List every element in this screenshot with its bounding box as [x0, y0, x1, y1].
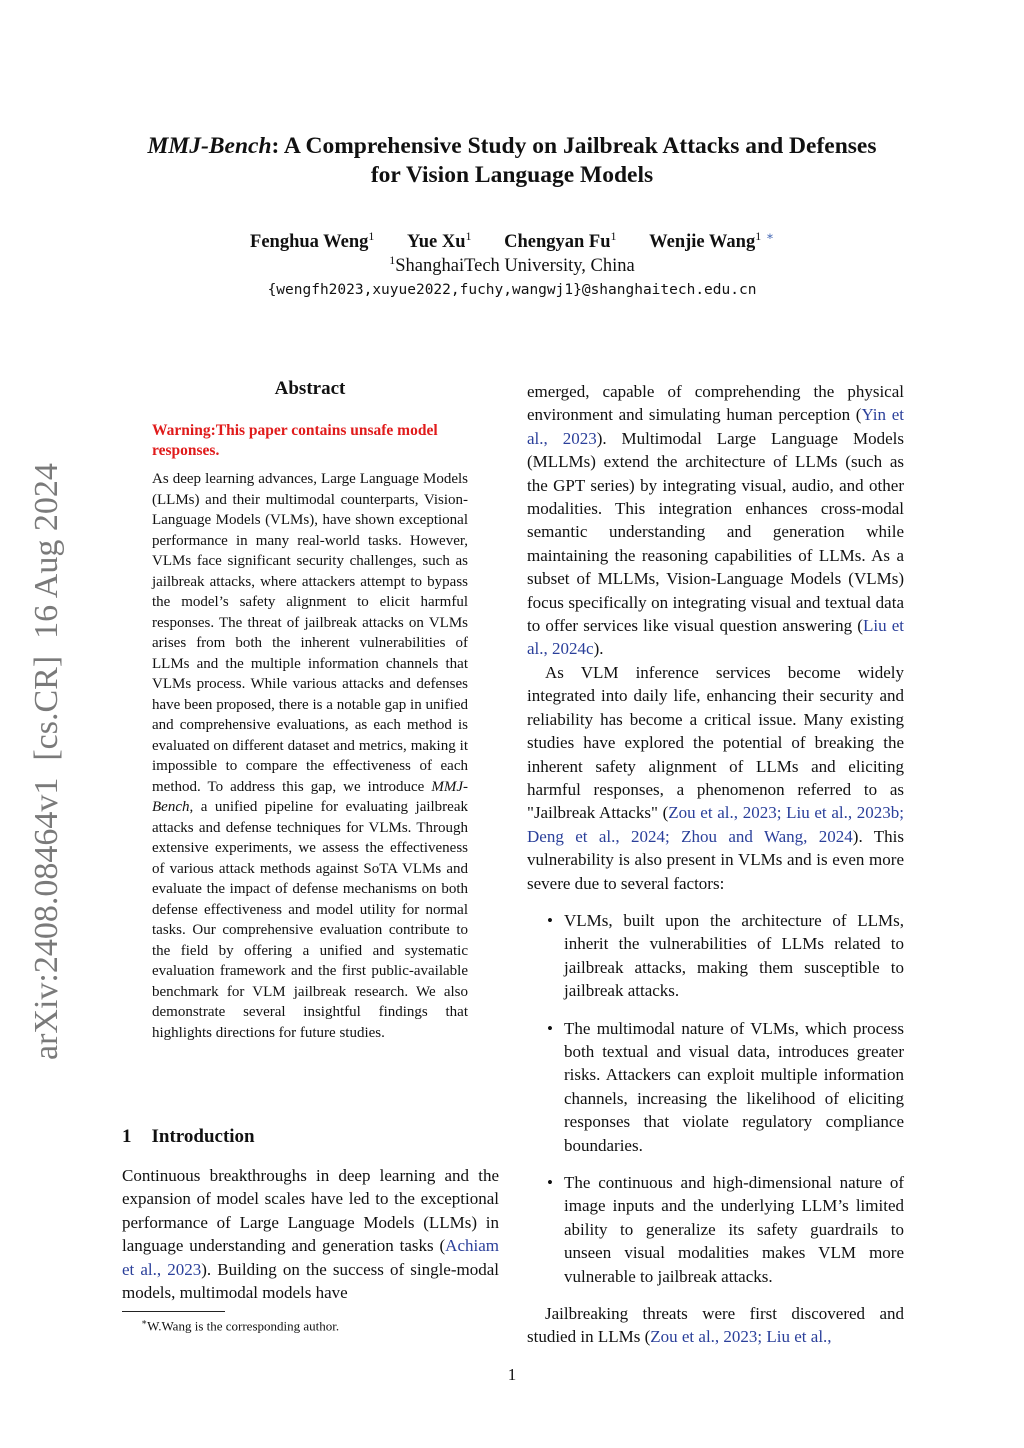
citation-link[interactable]: Zou et al., 2023; Liu et al., 2023b; Deng et al., 2024; Zhou and Wang, 2024 — [527, 803, 904, 846]
list-item: • VLMs, built upon the architecture of LLMs, inherit the vulnerabilities of LLMs related to jailbreak attacks, making them susceptible to jailbreak attacks. — [527, 909, 904, 1003]
citation-link[interactable]: Yin et al., 2023 — [527, 405, 904, 448]
paper-title — [60, 132, 964, 190]
corresponding-author-mark[interactable]: ∗ — [765, 229, 774, 243]
affiliation: $^1$ShanghaiTech University, China — [389, 253, 635, 277]
list-item: • The continuous and high-dimensional nature of image inputs and the underlying LLM’s limited ability to generalize its safety guardrails to unseen visual modalities makes VLM more vulnerable to jailbreak attacks. — [527, 1171, 904, 1288]
author: Fenghua Weng$^1$ — [250, 229, 375, 253]
citation-link[interactable]: Achiam et al., 2023 — [122, 1236, 499, 1279]
abstract-heading: Abstract — [274, 378, 346, 399]
title-line1: : A Comprehensive Study on Jailbreak Attacks and Defenses — [271, 133, 877, 159]
footnote-divider — [122, 1311, 225, 1312]
title-line2: for Vision Language Models — [370, 162, 654, 188]
arxiv-identifier-stamp: arXiv:2408.08464v1 [cs.CR] 16 Aug 2024 — [28, 463, 65, 1060]
paragraph: emerged, capable of comprehending the physical environment and simulating human perception (Yin et al., 2023). Multimodal Large Language Models (MLLMs) extend the architecture of LLMs (such as the GPT series) by integrating visual, audio, and other modalities. This integration enhances cross-modal semantic understanding and generation while maintaining the reasoning capabilities of LLMs. As a subset of MLLMs, Vision-Language Models (VLMs) focus specifically on integrating visual and textual data to offer services like visual question answering (Liu et al., 2024c). — [527, 382, 904, 659]
citation-link[interactable]: Liu et al., 2024c — [527, 616, 904, 659]
author-list — [60, 229, 964, 253]
list-item: • The multimodal nature of VLMs, which process both textual and visual data, introduces greater risks. Attackers can exploit multiple information channels, increasing the likelihood of eliciting responses that violate regulatory compliance boundaries. — [527, 1017, 904, 1157]
paragraph: Jailbreaking threats were first discovered and studied in LLMs (Zou et al., 2023; Liu et al., — [527, 1304, 904, 1347]
author: Wenjie Wang$^1$ ∗ — [649, 229, 774, 253]
intro-paragraph: Continuous breakthroughs in deep learning and the expansion of model scales have led to the exceptional performance of Large Language Models (LLMs) in language understanding and generation tasks (Achiam et al., 2023). Building on the success of single-modal models, multimodal models have — [122, 1166, 500, 1303]
content-warning: Warning:This paper contains unsafe model responses. — [152, 422, 438, 459]
abstract-body: As deep learning advances, Large Language Models (LLMs) and their multimodal counterparts, Vision-Language Models (VLMs), have shown exceptional performance in many real-world tasks. However, VLMs face significant security challenges, such as jailbreak attacks, where attackers attempt to bypass the model’s safety alignment to elicit harmful responses. The threat of jailbreak attacks on VLMs arises from both the inherent vulnerabilities of LLMs and the multiple information channels that VLMs process. While various attacks and defenses have been proposed, there is a notable gap in unified and comprehensive evaluations, as each method is evaluated on different dataset and metrics, making it impossible to compare the effectiveness of each method. To address this gap, we introduce MMJ-Bench, a unified pipeline for evaluating jailbreak attacks and defense techniques for VLMs. Through extensive experiments, we assess the effectiveness of various attack methods against SoTA VLMs and evaluate the impact of defense mechanisms on both defense effectiveness and model utility for normal tasks. Our comprehensive evaluation contribute to the field by offering a unified and systematic evaluation framework and the first public-available benchmark for VLM jailbreak research. We also demonstrate several insightful findings that highlights directions for future studies. — [152, 471, 468, 1041]
citation-link[interactable]: Zou et al., 2023; Liu et al., — [650, 1327, 832, 1347]
page-number: 1 — [507, 1365, 517, 1384]
section-heading-introduction: 1 Introduction — [122, 1126, 255, 1147]
paragraph: As VLM inference services become widely integrated into daily life, enhancing their security and reliability has become a critical issue. Many existing studies have explored the potential of breaking the inherent safety alignment of LLMs and eliciting harmful responses, a phenomenon referred to as "Jailbreak Attacks" (Zou et al., 2023; Liu et al., 2023b; Deng et al., 2024; Zhou and Wang, 2024). This vulnerability is also present in VLMs and is even more severe due to several factors: — [527, 662, 904, 893]
factor-list — [527, 909, 904, 1288]
author-emails: {wengfh2023,xuyue2022,fuchy,wangwj1}@shanghaitech.edu.cn — [267, 282, 757, 298]
author: Chengyan Fu$^1$ — [504, 229, 617, 253]
title-benchmark-name: MMJ-Bench — [147, 133, 272, 159]
footnote: ∗W.Wang is the corresponding author. — [141, 1317, 340, 1334]
right-column — [527, 380, 904, 1349]
author: Yue Xu$^1$ — [407, 229, 472, 253]
